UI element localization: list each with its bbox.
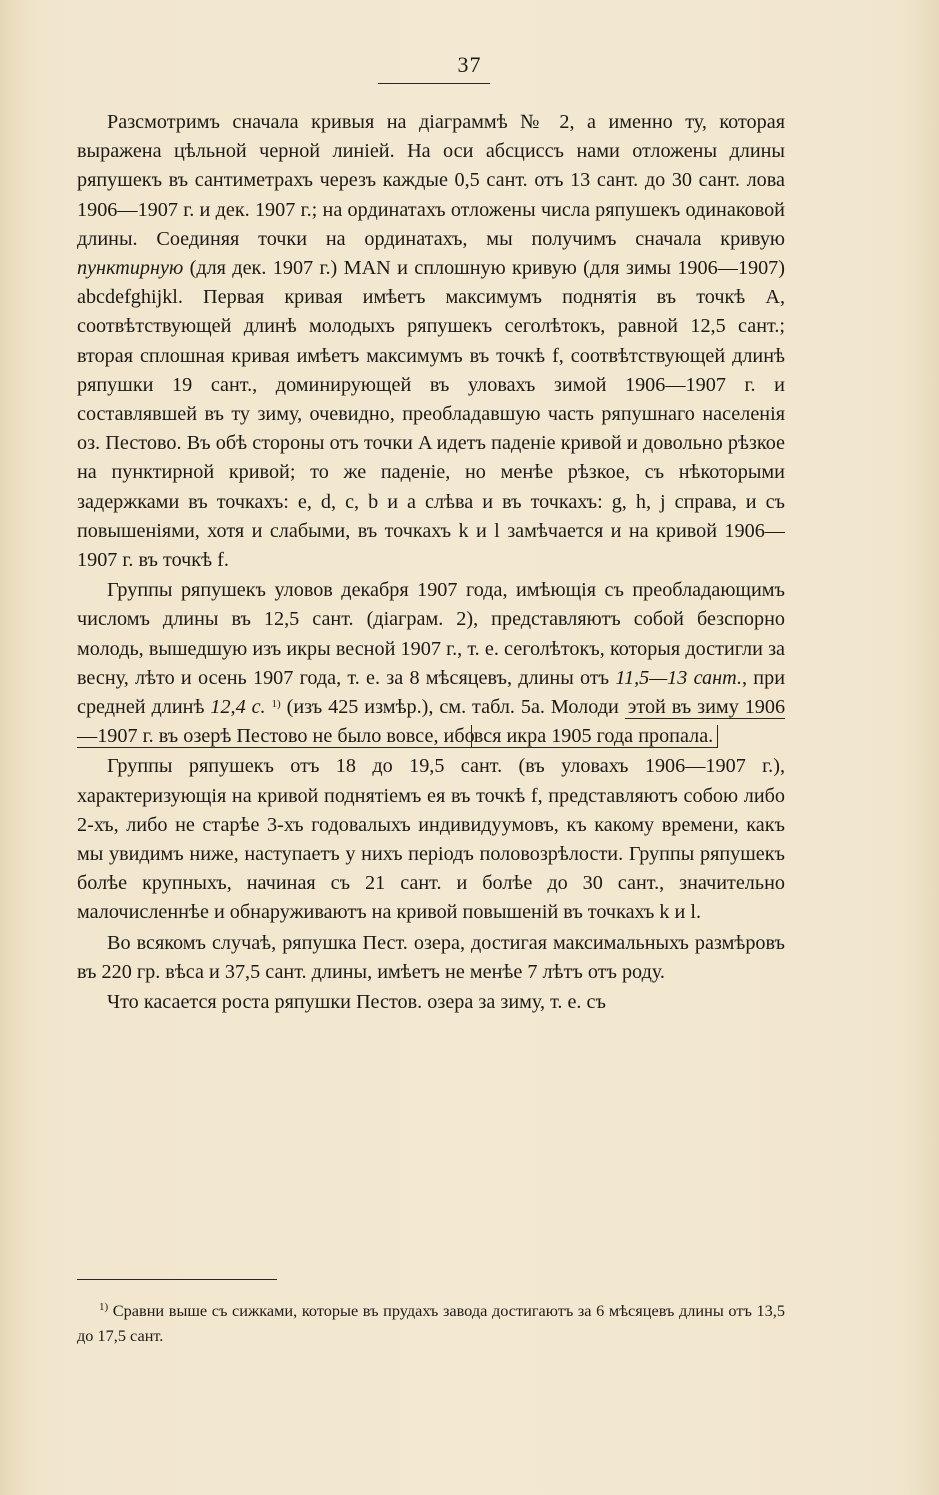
paragraph-2 [77, 576, 785, 751]
paragraph-2-text-b: , при средней длинѣ [77, 666, 786, 719]
footnote [77, 1298, 785, 1348]
footnote-rule [77, 1279, 277, 1280]
length-range: 11,5—13 сант. [615, 666, 743, 689]
page-number: 37 [457, 52, 482, 77]
footnote-mark: 1) [99, 1301, 109, 1313]
boxed-passage: вся икра 1905 года пропала. [471, 725, 718, 748]
underlined-passage: этой въ зиму 1906—1907 г. въ озерѣ Пестово не было вовсе, ибо [77, 696, 786, 748]
paragraph-2-text-c: (изъ 425 измѣр.), см. табл. 5а. Молоди [286, 696, 619, 719]
mean-length: 12,4 с. [210, 696, 266, 719]
footnote-text: Сравни выше съ сижками, которые въ прудахъ завода достигаютъ за 6 мѣсяцевъ длины отъ 13,5 до 17,5 сант. [77, 1301, 785, 1345]
header-rule [378, 83, 490, 84]
body-text [77, 108, 785, 1017]
paragraph-3: Группы ряпушекъ отъ 18 до 19,5 сант. (въ уловахъ 1906—1907 г.), характеризующія на кривой поднятіемъ ея въ точкѣ f, представляютъ собою либо 2-хъ, либо не старѣе 3-хъ годовалыхъ индивидуумовъ, къ какому времени, какъ мы увидимъ ниже, наступаетъ у нихъ періодъ половозрѣлости. Группы ряпушекъ болѣе крупныхъ, начиная съ 21 сант. и болѣе до 30 сант., значительно малочисленнѣе и обнаруживаютъ на кривой повышеній въ точкахъ k и l. [77, 755, 785, 924]
paragraph-4: Во всякомъ случаѣ, ряпушка Пест. озера, достигая максимальныхъ размѣровъ въ 220 гр. вѣса и 37,5 сант. длины, имѣетъ не менѣе 7 лѣтъ отъ роду. [77, 931, 785, 983]
paragraph-5: Что касается роста ряпушки Пестов. озера за зиму, т. е. съ [107, 991, 606, 1014]
paragraph-1 [77, 108, 785, 575]
paragraph-1-text-b: (для дек. 1907 г.) MAN и сплошную кривую (для зимы 1906—1907) abcdefghijkl. Первая кривая имѣетъ максимумъ поднятія въ точкѣ A, соотвѣтствующей длинѣ молодыхъ ряпушекъ сеголѣтокъ, равной 12,5 сант.; вторая сплошная кривая имѣетъ максимумъ въ точкѣ f, соотвѣтствующей длинѣ ряпушки 19 сант., доминирующей въ уловахъ зимой 1906—1907 г. и составлявшей въ ту зиму, очевидно, преобладавшую часть ряпушнаго населенія оз. Пестово. Въ обѣ стороны отъ точки A идетъ паденіе кривой и довольно рѣзкое на пунктирной кривой; то же паденіе, но менѣе рѣзкое, съ нѣкоторыми задержками въ точкахъ: e, d, c, b и a слѣва и въ точкахъ: g, h, j справа, и съ повышеніями, хотя и слабыми, въ точкахъ k и l замѣчается и на кривой 1906—1907 г. въ точкѣ f. [77, 257, 785, 572]
paragraph-1-text-a: Разсмотримъ сначала кривыя на діаграммѣ № 2, а именно ту, которая выражена цѣльной черной линіей. На оси абсциссъ нами отложены длины ряпушекъ въ сантиметрахъ черезъ каждые 0,5 сант. отъ 13 сант. до 30 сант. лова 1906—1907 г. и дек. 1907 г.; на ординатахъ отложены числа ряпушекъ одинаковой длины. Соединяя точки на ординатахъ, мы получимъ сначала кривую [77, 111, 785, 250]
italic-term: пунктирную [77, 257, 184, 280]
paragraph-2-text-a: Группы ряпушекъ уловов декабря 1907 года, имѣющія съ преобладающимъ числомъ длины въ 12,5 сант. (діаграм. 2), представляютъ собой безспорно молодь, вышедшую изъ икры весной 1907 г., т. е. сеголѣтокъ, которыя достигли за весну, лѣто и осень 1907 года, т. е. за 8 мѣсяцевъ, длины отъ [77, 579, 785, 689]
footnote-ref: 1) [271, 698, 281, 711]
